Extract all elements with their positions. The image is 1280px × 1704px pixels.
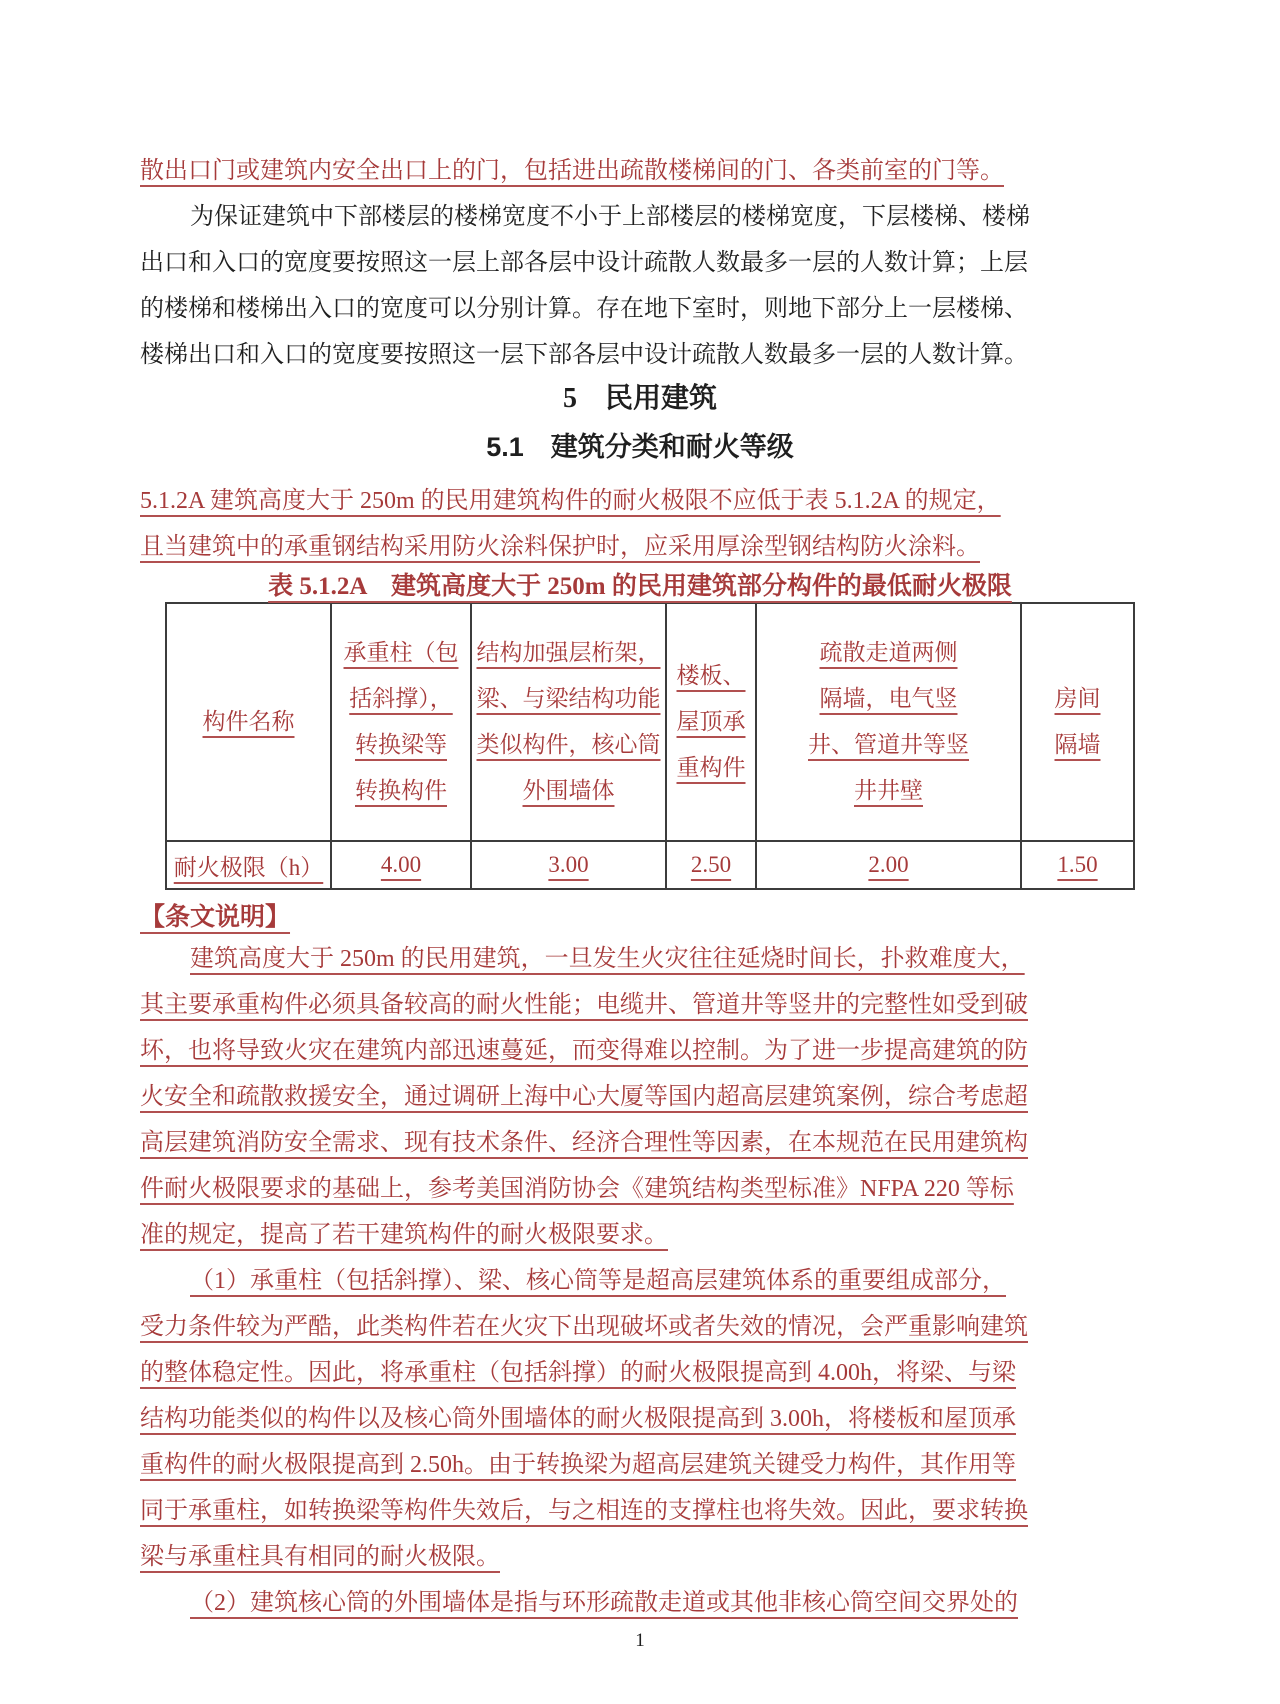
header-line: 井井壁 [854,778,923,803]
table-header-cell [756,603,1021,841]
value-cell [666,841,756,889]
header-line: 房间 [1054,686,1101,711]
table-header-row [166,603,1134,841]
intro-paragraph [140,194,1140,378]
fire-limit-value: 4.00 [380,852,422,877]
header-line: 隔墙 [1054,732,1101,757]
row-label-cell [166,841,331,889]
page-number: 1 [635,1630,645,1651]
intro-paragraph-line: 楼梯出口和入口的宽度要按照这一层下部各层中设计疏散人数最多一层的人数计算。 [140,342,1028,368]
commentary-paragraph-2 [140,1258,1140,1580]
header-line: 承重柱（包 [343,640,459,665]
commentary-label: 【条文说明】 [140,904,291,931]
header-line: 重构件 [676,755,746,780]
commentary-line: 受力条件较为严酷，此类构件若在火灾下出现破坏或者失效的情况，会严重影响建筑 [140,1314,1028,1340]
commentary-line: 梁与承重柱具有相同的耐火极限。 [140,1544,500,1570]
clause-line: 且当建筑中的承重钢结构采用防火涂料保护时，应采用厚涂型钢结构防火涂料。 [140,534,980,560]
header-line: 转换梁等 [355,732,447,757]
chapter-heading: 5 民用建筑 [562,383,717,414]
commentary-line: 其主要承重构件必须具备较高的耐火性能；电缆井、管道井等竖井的完整性如受到破 [140,992,1028,1018]
commentary-paragraph-3 [140,1580,1140,1626]
header-line: 外围墙体 [522,778,615,803]
header-line: 构件名称 [202,709,295,734]
header-line: 括斜撑）， [349,686,453,711]
row-label: 耐火极限（h） [173,854,324,880]
table-header-cell [166,603,331,841]
header-line: 转换构件 [355,778,447,803]
table-caption: 表 5.1.2A 建筑高度大于 250m 的民用建筑部分构件的最低耐火极限 [268,573,1012,600]
commentary-line: 建筑高度大于 250m 的民用建筑，一旦发生火灾往往延烧时间长，扑救难度大， [190,946,1025,972]
intro-paragraph-line: 的楼梯和楼梯出入口的宽度可以分别计算。存在地下室时，则地下部分上一层楼梯、 [140,296,1028,322]
fire-limit-value: 3.00 [548,852,589,877]
intro-paragraph-line: 为保证建筑中下部楼层的楼梯宽度不小于上部楼层的楼梯宽度，下层楼梯、楼梯 [190,204,1030,230]
header-line: 楼板、 [676,663,746,688]
header-line: 屋顶承 [676,709,746,734]
header-line: 井、管道井等竖 [808,732,969,757]
commentary-line: 同于承重柱，如转换梁等构件失效后，与之相连的支撑柱也将失效。因此，要求转换 [140,1498,1028,1524]
commentary-line: （1）承重柱（包括斜撑）、梁、核心筒等是超高层建筑体系的重要组成部分， [190,1268,1006,1294]
commentary-line: 重构件的耐火极限提高到 2.50h。由于转换梁为超高层建筑关键受力构件，其作用等 [140,1452,1016,1478]
clause-line: 5.1.2A 建筑高度大于 250m 的民用建筑构件的耐火极限不应低于表 5.1.2A 的规定， [140,488,1001,514]
header-line: 疏散走道两侧 [819,640,958,665]
commentary-line: 的整体稳定性。因此，将承重柱（包括斜撑）的耐火极限提高到 4.00h，将梁、与梁 [140,1360,1016,1386]
commentary-paragraph-1 [140,936,1140,1258]
table-data-row [166,841,1134,889]
value-cell [471,841,666,889]
commentary-line: 坏，也将导致火灾在建筑内部迅速蔓延，而变得难以控制。为了进一步提高建筑的防 [140,1038,1028,1064]
value-cell [756,841,1021,889]
intro-paragraph-line: 出口和入口的宽度要按照这一层上部各层中设计疏散人数最多一层的人数计算；上层 [140,250,1028,276]
commentary-line: （2）建筑核心筒的外围墙体是指与环形疏散走道或其他非核心筒空间交界处的 [190,1590,1018,1616]
clause-5-1-2a [140,478,1140,570]
commentary-line: 准的规定，提高了若干建筑构件的耐火极限要求。 [140,1222,668,1248]
commentary-line: 结构功能类似的构件以及核心筒外围墙体的耐火极限提高到 3.00h，将楼板和屋顶承 [140,1406,1016,1432]
value-cell [331,841,471,889]
table-header-cell [331,603,471,841]
table-header-cell [1021,603,1134,841]
section-heading: 5.1 建筑分类和耐火等级 [486,432,794,462]
fire-limit-value: 1.50 [1057,852,1098,877]
header-line: 类似构件，核心筒 [476,732,661,757]
table-header-cell [471,603,666,841]
table-header-cell [666,603,756,841]
header-line: 结构加强层桁架， [476,640,661,665]
continuation-line: 散出口门或建筑内安全出口上的门，包括进出疏散楼梯间的门、各类前室的门等。 [140,158,1004,184]
commentary-line: 火安全和疏散救援安全，通过调研上海中心大厦等国内超高层建筑案例，综合考虑超 [140,1084,1028,1110]
fire-limit-value: 2.50 [690,852,732,877]
page-content [140,148,1140,1626]
fire-resistance-table [165,602,1135,890]
header-line: 梁、与梁结构功能 [476,686,661,711]
value-cell [1021,841,1134,889]
commentary-line: 件耐火极限要求的基础上，参考美国消防协会《建筑结构类型标准》NFPA 220 等标 [140,1176,1014,1202]
commentary-line: 高层建筑消防安全需求、现有技术条件、经济合理性等因素，在本规范在民用建筑构 [140,1130,1028,1156]
header-line: 隔墙，电气竖 [819,686,958,711]
fire-limit-value: 2.00 [868,852,909,877]
